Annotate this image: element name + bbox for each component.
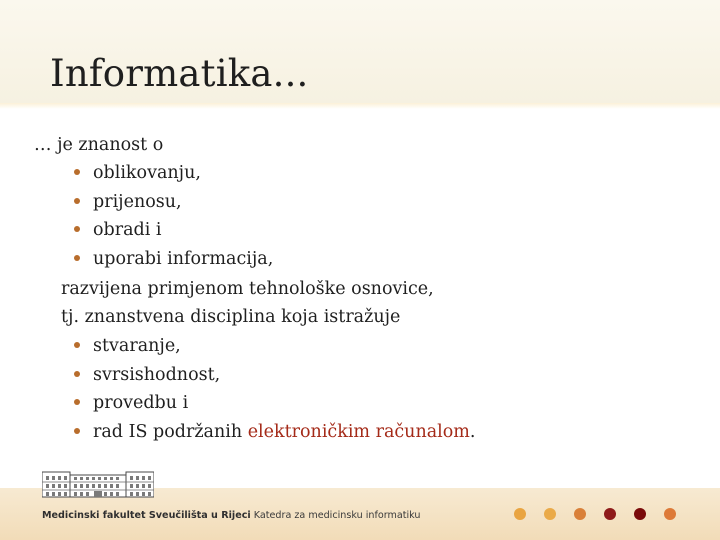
- bullet-icon: [74, 342, 80, 348]
- list-item: uporabi informacija,: [93, 249, 274, 269]
- bullet-icon: [74, 226, 80, 232]
- bullet-icon: [74, 428, 80, 434]
- decorative-dot: [544, 508, 556, 520]
- decorative-dot: [574, 508, 586, 520]
- bullet-icon: [74, 399, 80, 405]
- decorative-dot: [634, 508, 646, 520]
- highlighted-text: elektroničkim računalom: [247, 422, 470, 442]
- text-line: razvijena primjenom tehnološke osnovice,: [61, 279, 434, 299]
- bullet-icon: [74, 198, 80, 204]
- bullet-icon: [74, 169, 80, 175]
- bullet-icon: [74, 255, 80, 261]
- list-item: prijenosu,: [93, 192, 182, 212]
- list-item: provedbu i: [93, 393, 189, 413]
- intro-line: … je znanost o: [34, 135, 164, 155]
- slide-title: Informatika...: [50, 52, 309, 95]
- decorative-dot: [514, 508, 526, 520]
- list-item: obradi i: [93, 220, 162, 240]
- list-item-last: [93, 424, 475, 442]
- decorative-dot: [604, 508, 616, 520]
- list-item-punctuation: .: [469, 422, 476, 442]
- list-item: oblikovanju,: [93, 163, 201, 183]
- faculty-building-logo: [42, 470, 154, 498]
- footer-caption: [42, 510, 421, 521]
- text-line: tj. znanstvena disciplina koja istražuje: [61, 307, 401, 327]
- footer-department: Katedra za medicinsku informatiku: [253, 510, 421, 521]
- list-item: stvaranje,: [93, 336, 181, 356]
- list-item-text: rad IS podržanih: [93, 422, 248, 442]
- footer-institution: Medicinski fakultet Sveučilišta u Rijeci: [42, 510, 251, 521]
- bullet-icon: [74, 371, 80, 377]
- list-item: svrsishodnost,: [93, 365, 221, 385]
- decorative-dot: [664, 508, 676, 520]
